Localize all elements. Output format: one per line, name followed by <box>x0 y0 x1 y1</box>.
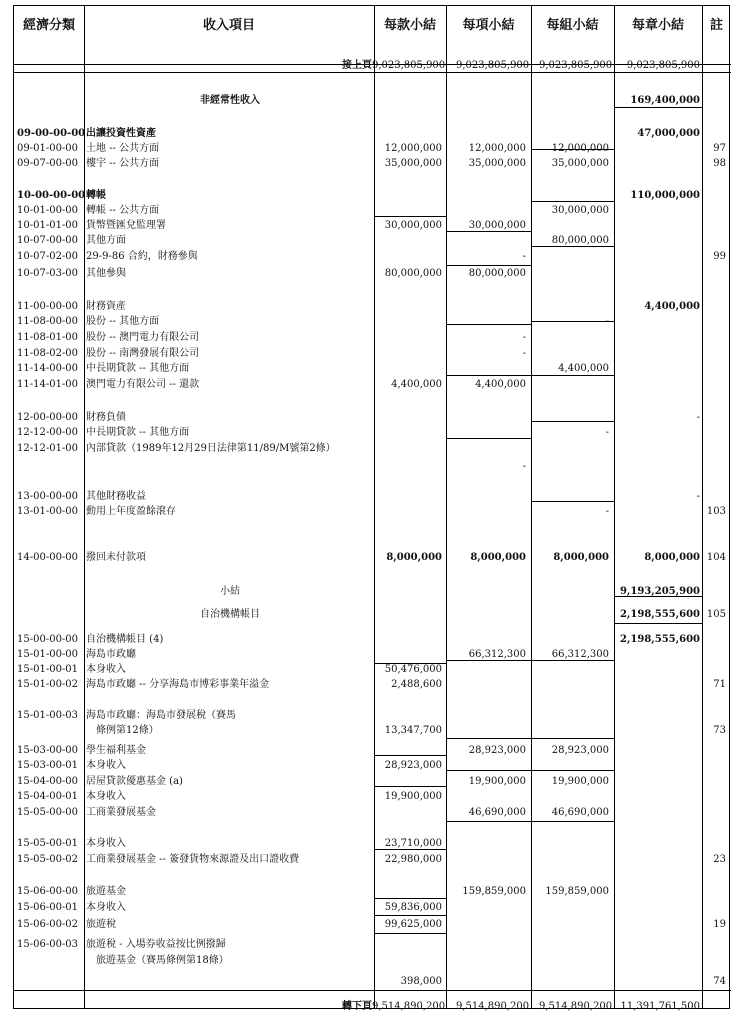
cell-name: 海島市政廳：海島市發展稅（賽馬 <box>86 710 236 721</box>
cell-code: 15-04-00-01 <box>17 791 79 802</box>
cell-v4: 4,400,000 <box>644 301 700 312</box>
cell-note: 99 <box>713 251 726 262</box>
rule-line <box>614 107 702 108</box>
cell-name: 轉帳 -- 公共方面 <box>86 205 160 216</box>
table-row <box>14 93 731 108</box>
table-row <box>14 550 731 565</box>
cell-v2: 159,859,000 <box>462 886 526 897</box>
table-row <box>14 974 731 989</box>
cell-note: 73 <box>713 725 726 736</box>
cell-name: 財務負債 <box>86 412 126 423</box>
cell-code: 15-05-00-01 <box>17 838 79 849</box>
rule-line <box>446 438 531 439</box>
cell-v1: 28,923,000 <box>384 760 442 771</box>
cell-name: 本身收入 <box>86 838 126 849</box>
table-row <box>14 314 731 329</box>
cell-code: 15-06-00-01 <box>17 902 79 913</box>
revenue-table <box>13 5 730 1012</box>
cell-code: 12-12-00-00 <box>17 427 79 438</box>
cell-note: 74 <box>713 976 726 987</box>
rule-line <box>374 849 446 850</box>
cell-name: 股份 -- 澳門電力有限公司 <box>86 332 200 343</box>
table-row <box>14 789 731 804</box>
cell-note: 98 <box>713 158 726 169</box>
cell-code: 15-05-00-00 <box>17 807 79 818</box>
cell-name: 條例第12條） <box>86 725 159 736</box>
cell-v1: 99,625,000 <box>384 919 442 930</box>
cell-v3: 66,312,300 <box>551 649 609 660</box>
cell-v2: 9,023,805,900 <box>456 60 530 71</box>
table-row <box>14 953 731 968</box>
cell-v3: 9,514,890,200 <box>539 1001 613 1012</box>
rule-line <box>374 786 446 787</box>
table-row <box>14 758 731 773</box>
cell-v3: 35,000,000 <box>551 158 609 169</box>
cell-name: 工商業發展基金 <box>86 807 156 818</box>
cell-name: 中長期貸款 -- 其他方面 <box>86 427 190 438</box>
rule-line <box>446 770 614 771</box>
cell-v2: 9,514,890,200 <box>456 1001 530 1012</box>
cell-code: 10-01-00-00 <box>17 205 79 216</box>
cell-note: 19 <box>713 919 726 930</box>
cell-v1: 80,000,000 <box>384 268 442 279</box>
cell-code: 15-03-00-01 <box>17 760 79 771</box>
cell-name: 土地 -- 公共方面 <box>86 143 160 154</box>
cell-v1: 398,000 <box>400 976 442 987</box>
cell-code: 11-14-00-00 <box>17 363 79 374</box>
cell-v4: 169,400,000 <box>630 95 700 106</box>
cell-v4: 2,198,555,600 <box>619 609 700 620</box>
cell-name: 居屋貸款優惠基金 (a) <box>86 776 183 787</box>
cell-v2: 30,000,000 <box>468 220 526 231</box>
cell-v4: 11,391,761,500 <box>620 1001 700 1012</box>
cell-name: 本身收入 <box>86 791 126 802</box>
table-row <box>14 999 731 1014</box>
cell-code: 09-00-00-00 <box>17 128 86 139</box>
cell-name: 內部貸款（1989年12月29日法律第11/89/M號第2條） <box>86 443 336 454</box>
table-row <box>14 425 731 440</box>
cell-v2: - <box>522 251 526 262</box>
header-note: 註 <box>709 18 723 33</box>
cell-v2: 8,000,000 <box>470 552 526 563</box>
table-row <box>14 743 731 758</box>
table-row <box>14 218 731 233</box>
table-row <box>14 852 731 867</box>
table-row <box>14 662 731 677</box>
cell-v1: 23,710,000 <box>384 838 442 849</box>
cell-name: 接上頁 <box>342 60 372 71</box>
table-row <box>14 632 731 647</box>
cell-code: 15-01-00-01 <box>17 664 79 675</box>
table-row <box>14 504 731 519</box>
cell-name: 動用上年度盈餘滾存 <box>86 506 176 517</box>
cell-name: 其他參與 <box>86 268 126 279</box>
cell-v3: - <box>605 316 609 327</box>
cell-v1: 19,900,000 <box>384 791 442 802</box>
cell-code: 13-00-00-00 <box>17 491 79 502</box>
table-row <box>14 677 731 692</box>
cell-v1: 9,514,890,200 <box>372 1001 446 1012</box>
table-row <box>14 410 731 425</box>
cell-code: 12-12-01-00 <box>17 443 79 454</box>
cell-code: 13-01-00-00 <box>17 506 79 517</box>
cell-name: 29-9-86 合約，財務參與 <box>86 251 198 262</box>
table-row <box>14 203 731 218</box>
cell-v4: 47,000,000 <box>637 128 700 139</box>
cell-name: 本身收入 <box>86 902 126 913</box>
rule-line <box>374 933 446 934</box>
cell-code: 10-07-03-00 <box>17 268 79 279</box>
rule-line <box>614 623 702 624</box>
cell-name: 財務資產 <box>86 301 126 312</box>
cell-v4: 2,198,555,600 <box>619 634 700 645</box>
cell-v3: - <box>605 427 609 438</box>
cell-name: 轉帳 <box>86 190 106 201</box>
table-row <box>14 233 731 248</box>
cell-v2: - <box>522 348 526 359</box>
cell-code: 10-07-00-00 <box>17 235 79 246</box>
table-row <box>14 330 731 345</box>
cell-v2: 4,400,000 <box>475 379 526 390</box>
cell-code: 11-08-02-00 <box>17 348 79 359</box>
table-row <box>14 377 731 392</box>
cell-v3: 46,690,000 <box>551 807 609 818</box>
cell-v3: 4,400,000 <box>558 363 609 374</box>
table-row <box>14 884 731 899</box>
rule-line <box>446 375 531 376</box>
rule-line <box>531 421 614 422</box>
cell-name: 股份 -- 南灣發展有限公司 <box>86 348 200 359</box>
cell-name: 海島市政廳 -- 分享海島市博彩事業年溢金 <box>86 679 270 690</box>
cell-code: 15-03-00-00 <box>17 745 79 756</box>
cell-name: 工商業發展基金 -- 簽發貨物來源證及出口證收費 <box>86 854 300 865</box>
cell-code: 11-00-00-00 <box>17 301 79 312</box>
cell-v1: 30,000,000 <box>384 220 442 231</box>
table-row <box>14 266 731 281</box>
cell-code: 15-01-00-03 <box>17 710 79 721</box>
table-row <box>14 917 731 932</box>
cell-name: 澳門電力有限公司 -- 還款 <box>86 379 200 390</box>
cell-v4: 9,023,805,900 <box>626 60 700 71</box>
rule-line <box>531 375 614 376</box>
table-row <box>14 299 731 314</box>
cell-v3: 9,023,805,900 <box>539 60 613 71</box>
cell-note: 105 <box>706 609 726 620</box>
cell-v1: 13,347,700 <box>384 725 442 736</box>
table-row <box>14 58 731 73</box>
rule-line <box>531 246 614 247</box>
cell-name: 轉下頁 <box>342 1001 372 1012</box>
table-row <box>14 361 731 376</box>
cell-v1: 8,000,000 <box>386 552 442 563</box>
cell-name: 貨幣暨匯兌監理署 <box>86 220 166 231</box>
cell-v2: - <box>522 461 526 472</box>
header-item: 收入項目 <box>202 18 255 33</box>
cell-code: 11-14-01-00 <box>17 379 79 390</box>
cell-name: 旅遊稅 <box>86 919 116 930</box>
rule-line <box>374 755 446 756</box>
cell-note: 71 <box>713 679 726 690</box>
table-row <box>14 607 731 622</box>
rule-line <box>374 915 446 916</box>
cell-name: 樓宇 -- 公共方面 <box>86 158 160 169</box>
table-row <box>14 708 731 723</box>
cell-v4: 110,000,000 <box>630 190 700 201</box>
cell-name: 撥回未付款項 <box>86 552 146 563</box>
cell-code: 10-00-00-00 <box>17 190 86 201</box>
cell-v2: 28,923,000 <box>468 745 526 756</box>
cell-v4: - <box>696 412 700 423</box>
cell-v1: 50,476,000 <box>384 664 442 675</box>
cell-v3: 28,923,000 <box>551 745 609 756</box>
cell-name: 自治機構帳目 (4) <box>86 634 164 645</box>
table-row <box>14 900 731 915</box>
cell-code: 15-06-00-03 <box>17 939 79 950</box>
rule-line <box>374 663 446 664</box>
cell-code: 11-08-00-00 <box>17 316 79 327</box>
rule-line <box>446 660 614 661</box>
rule-line <box>374 72 731 73</box>
cell-v1: 35,000,000 <box>384 158 442 169</box>
cell-name: 其他方面 <box>86 235 126 246</box>
cell-v2: 35,000,000 <box>468 158 526 169</box>
cell-code: 15-05-00-02 <box>17 854 79 865</box>
cell-code: 10-07-02-00 <box>17 251 79 262</box>
cell-code: 09-01-00-00 <box>17 143 79 154</box>
table-row <box>14 647 731 662</box>
cell-v1: 59,836,000 <box>384 902 442 913</box>
table-row <box>14 141 731 156</box>
rule-line <box>446 265 531 266</box>
cell-v4: - <box>696 491 700 502</box>
cell-v4: 9,193,205,900 <box>619 586 700 597</box>
cell-name: 小結 <box>220 586 240 597</box>
rule-line <box>446 324 531 325</box>
cell-v3: 80,000,000 <box>551 235 609 246</box>
cell-note: 97 <box>713 143 726 154</box>
cell-name: 中長期貸款 -- 其他方面 <box>86 363 190 374</box>
cell-code: 15-00-00-00 <box>17 634 79 645</box>
cell-code: 10-01-01-00 <box>17 220 79 231</box>
rule-line <box>14 990 731 991</box>
cell-v1: 2,488,600 <box>391 679 442 690</box>
rule-line <box>374 216 446 217</box>
cell-name: 旅遊稅 - 入場券收益按比例撥歸 <box>86 939 226 950</box>
cell-name: 股份 -- 其他方面 <box>86 316 160 327</box>
cell-v3: 19,900,000 <box>551 776 609 787</box>
cell-v1: 4,400,000 <box>391 379 442 390</box>
rule-line <box>531 501 614 502</box>
table-row <box>14 805 731 820</box>
table-row <box>14 188 731 203</box>
cell-v2: 12,000,000 <box>468 143 526 154</box>
cell-v3: 30,000,000 <box>551 205 609 216</box>
cell-code: 15-04-00-00 <box>17 776 79 787</box>
cell-name: 學生福利基金 <box>86 745 146 756</box>
cell-name: 海島市政廳 <box>86 649 136 660</box>
cell-code: 15-06-00-00 <box>17 886 79 897</box>
table-row <box>14 346 731 361</box>
cell-code: 11-08-01-00 <box>17 332 79 343</box>
cell-code: 12-00-00-00 <box>17 412 79 423</box>
rule-line <box>531 321 614 322</box>
cell-v3: 8,000,000 <box>553 552 609 563</box>
table-row <box>14 249 731 264</box>
table-row <box>14 441 731 456</box>
header-v2: 每項小結 <box>462 18 515 33</box>
cell-v3: 12,000,000 <box>551 143 609 154</box>
rule-line <box>446 738 614 739</box>
table-row <box>14 489 731 504</box>
cell-code: 09-07-00-00 <box>17 158 79 169</box>
cell-v2: 19,900,000 <box>468 776 526 787</box>
rule-line <box>446 231 531 232</box>
cell-code: 15-06-00-02 <box>17 919 79 930</box>
table-row <box>14 126 731 141</box>
cell-name: 出讓投資性資產 <box>86 128 156 139</box>
rule-line <box>614 596 702 597</box>
table-row <box>14 156 731 171</box>
rule-line <box>531 149 614 150</box>
cell-name: 旅遊基金 <box>86 886 126 897</box>
table-row <box>14 836 731 851</box>
cell-v1: 12,000,000 <box>384 143 442 154</box>
table-row <box>14 937 731 952</box>
table-row <box>14 774 731 789</box>
cell-code: 15-01-00-02 <box>17 679 79 690</box>
cell-v3: - <box>605 506 609 517</box>
table-row <box>14 459 731 474</box>
cell-v2: 66,312,300 <box>468 649 526 660</box>
cell-name: 自治機構帳目 <box>200 609 260 620</box>
table-row <box>14 723 731 738</box>
header-v4: 每章小結 <box>631 18 684 33</box>
cell-name: 非經常性收入 <box>200 95 260 106</box>
cell-v1: 22,980,000 <box>384 854 442 865</box>
cell-v4: 8,000,000 <box>644 552 700 563</box>
cell-v2: - <box>522 332 526 343</box>
rule-line <box>374 898 446 899</box>
cell-name: 旅遊基金（賽馬條例第18條） <box>86 955 229 966</box>
cell-v3: 159,859,000 <box>545 886 609 897</box>
cell-note: 103 <box>706 506 726 517</box>
cell-name: 其他財務收益 <box>86 491 146 502</box>
cell-note: 104 <box>706 552 726 563</box>
cell-v1: 9,023,805,900 <box>372 60 446 71</box>
header-v3: 每組小結 <box>546 18 599 33</box>
cell-name: 本身收入 <box>86 664 126 675</box>
cell-code: 14-00-00-00 <box>17 552 79 563</box>
cell-v2: 46,690,000 <box>468 807 526 818</box>
cell-code: 15-01-00-00 <box>17 649 79 660</box>
cell-name: 本身收入 <box>86 760 126 771</box>
header-code: 經濟分類 <box>22 18 75 33</box>
cell-v2: 80,000,000 <box>468 268 526 279</box>
header-v1: 每款小結 <box>383 18 436 33</box>
rule-line <box>446 821 614 822</box>
rule-line <box>531 201 614 202</box>
cell-note: 23 <box>713 854 726 865</box>
